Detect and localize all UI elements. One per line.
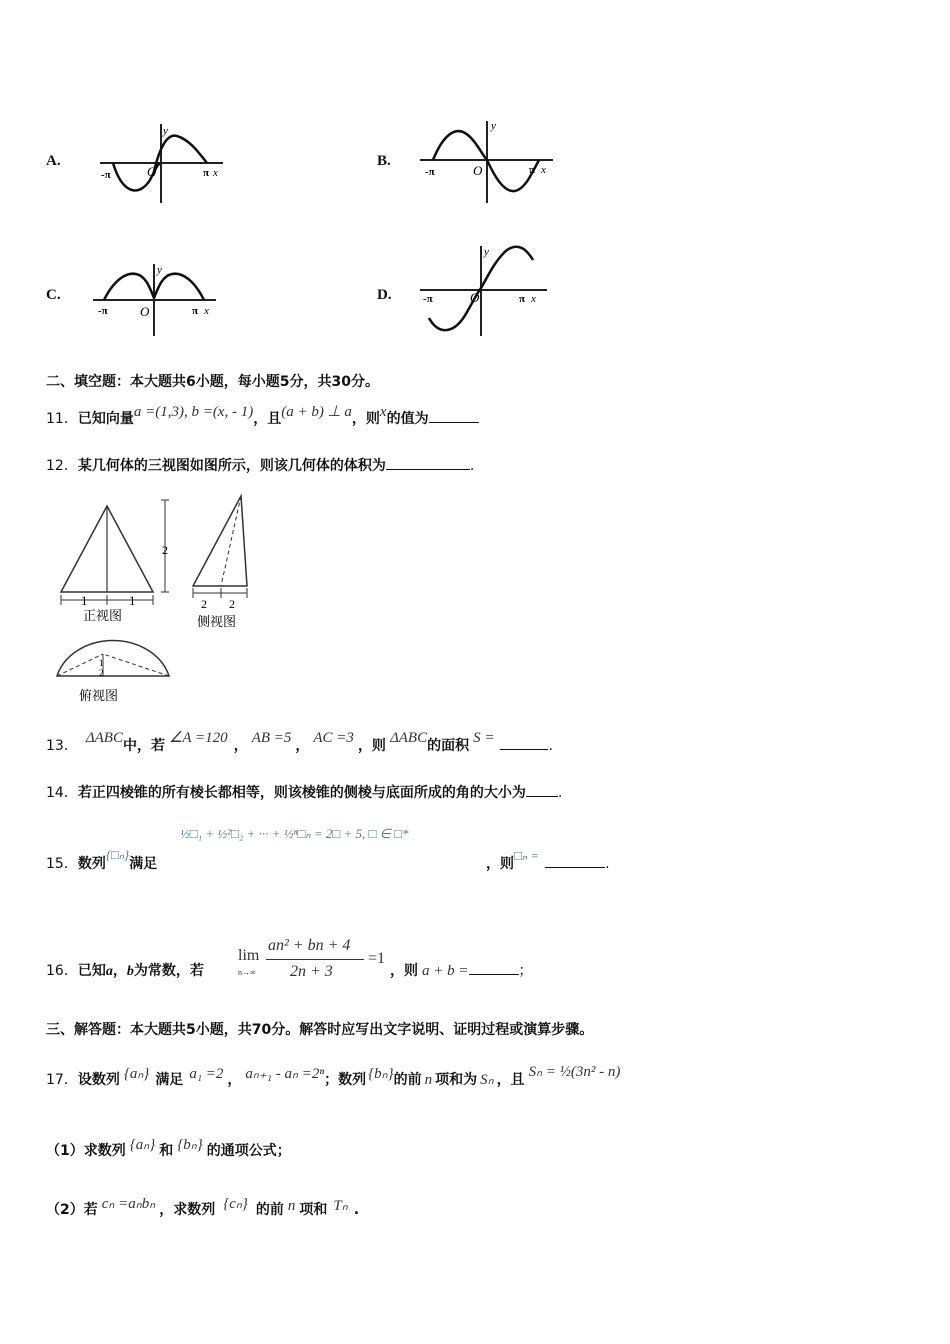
q15-tail: ，则□ₙ =.	[486, 848, 610, 872]
option-c-label: C.	[46, 287, 61, 303]
option-d-graph	[415, 240, 555, 340]
svg-text:1: 1	[129, 593, 136, 608]
svg-text:O: O	[470, 290, 480, 305]
limit-subscript: n→∞	[238, 968, 256, 977]
three-view-figure	[45, 488, 260, 706]
svg-text:π: π	[529, 164, 536, 176]
svg-text:x: x	[204, 305, 209, 317]
question-17-part-1: （1）求数列 {aₙ} 和 {bₙ} 的通项公式；	[46, 1137, 291, 1159]
question-17: 17．设数列 {aₙ} 满足 a₁ =2 ， aₙ₊₁ - aₙ =2ⁿ；数列 {bₙ}的前 n 项和为 Sₙ ，且 Sₙ = ½(3n² - n)	[46, 1064, 621, 1088]
svg-text:x: x	[213, 167, 218, 179]
question-12: 12．某几何体的三视图如图所示，则该几何体的体积为 .	[46, 455, 474, 475]
svg-text:2: 2	[229, 597, 235, 611]
svg-text:2: 2	[162, 543, 168, 557]
answer-blank	[386, 455, 470, 470]
answer-blank	[469, 960, 519, 975]
answer-blank	[526, 782, 558, 797]
question-14: 14．若正四棱锥的所有棱长都相等，则该棱锥的侧棱与底面所成的角的大小为 .	[46, 782, 562, 802]
option-c-graph	[88, 258, 223, 338]
svg-text:x: x	[531, 293, 536, 305]
svg-text:π: π	[192, 305, 199, 317]
option-a-label: A.	[46, 153, 61, 169]
option-b-graph	[415, 115, 560, 207]
question-16: 16．已知a，b为常数，若	[46, 963, 204, 979]
svg-text:y: y	[157, 264, 162, 276]
section-2-heading: 二、填空题：本大题共6小题，每小题5分，共30分。	[46, 374, 379, 390]
fraction-numerator: an² + bn + 4	[268, 937, 351, 954]
svg-text:π: π	[519, 293, 526, 305]
question-13: 13． ΔABC中，若 ∠A =120 ， AB =5 ， AC =3 ，则 ΔABC的面积 S = .	[46, 730, 553, 754]
option-d-label: D.	[377, 287, 392, 303]
section-3-heading: 三、解答题：本大题共5小题，共70分。解答时应写出文字说明、证明过程或演算步骤。	[46, 1022, 594, 1038]
svg-text:2: 2	[201, 597, 207, 611]
svg-text:1: 1	[81, 593, 88, 608]
svg-text:-π: -π	[423, 293, 433, 305]
fraction-denominator: 2n + 3	[290, 963, 333, 980]
svg-text:O: O	[140, 304, 150, 319]
question-11: 11．已知向量a =(1,3), b =(x, - 1)，且(a + b) ⊥ a，则x的值为	[46, 408, 479, 428]
svg-text:-π: -π	[101, 169, 111, 181]
option-b-label: B.	[377, 153, 391, 169]
q16-tail: ，则 a + b = ；	[390, 960, 533, 980]
fraction-bar	[266, 959, 364, 960]
svg-text:y: y	[163, 125, 168, 137]
limit-symbol: lim	[238, 947, 260, 964]
limit-value: =1	[368, 950, 386, 967]
svg-text:y: y	[491, 120, 496, 132]
q15-condition: ½□₁ + ½²□₂ + ··· + ½ⁿ□ₙ = 2□ + 5, □ ∈ □*	[180, 826, 409, 841]
answer-blank	[545, 853, 605, 868]
svg-text:O: O	[147, 164, 157, 179]
svg-text:-π: -π	[425, 166, 435, 178]
side-view-label: 侧视图	[197, 614, 237, 629]
svg-text:π: π	[203, 167, 210, 179]
option-a-graph	[95, 118, 235, 208]
svg-text:1: 1	[99, 658, 104, 668]
svg-text:y: y	[484, 246, 489, 258]
question-15: 15．数列{□ₙ}满足	[46, 847, 158, 872]
question-number: 11．	[46, 411, 78, 427]
top-view-label: 俯视图	[79, 688, 119, 703]
front-view-label: 正视图	[83, 608, 123, 623]
question-17-part-2: （2）若 cₙ =aₙbₙ ，求数列 {cₙ} 的前 n 项和 Tₙ .	[46, 1196, 360, 1218]
answer-blank	[500, 735, 548, 750]
svg-text:O: O	[473, 163, 483, 178]
answer-blank	[429, 408, 479, 423]
svg-text:-π: -π	[98, 305, 108, 317]
svg-text:x: x	[541, 164, 546, 176]
svg-text:2: 2	[99, 668, 104, 678]
